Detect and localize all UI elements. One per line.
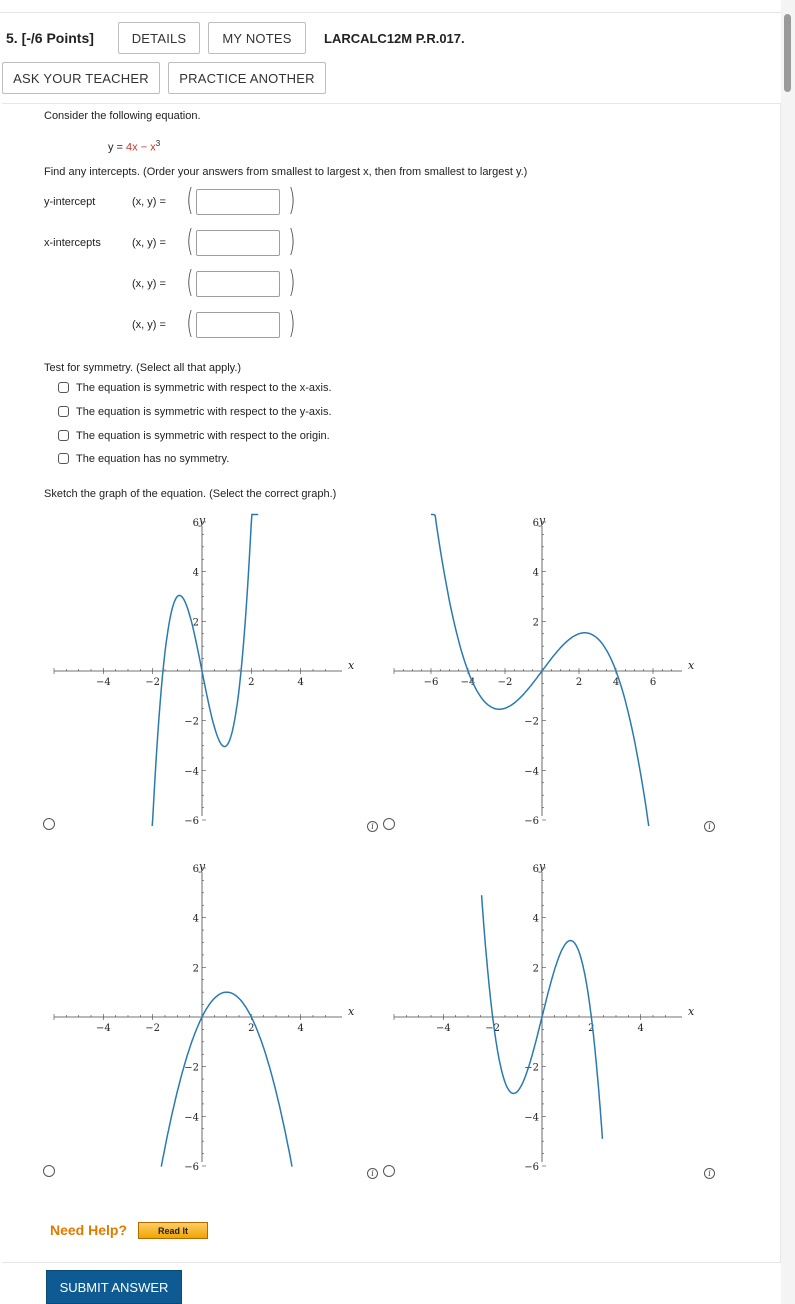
y-tick-label: 6 [532,864,539,875]
y-tick-label: 2 [532,963,539,975]
symmetry-checkbox-y-axis[interactable] [58,406,69,417]
find-intercepts-text: Find any intercepts. (Order your answers from smallest to largest x, then from smallest to largest y.) [44,166,528,178]
info-icon[interactable]: i [704,1168,715,1179]
x-tick-label: 2 [248,677,255,688]
y-tick-label: −2 [524,716,539,728]
x-axis-label: x [348,1005,355,1018]
question-number: 5. [-/6 Points] [6,30,94,46]
submit-answer-button[interactable]: SUBMIT ANSWER [46,1270,182,1304]
y-tick-label: 2 [192,963,199,975]
x-axis-label: x [688,1005,695,1018]
open-paren: ( [186,306,194,341]
x-tick-label: 4 [612,677,620,688]
x-axis-label: x [348,659,355,672]
my-notes-button[interactable]: MY NOTES [208,22,306,54]
x-intercept-input-3[interactable] [196,312,280,338]
symmetry-option-label: The equation has no symmetry. [76,453,230,465]
close-paren: ) [288,306,296,341]
graph-option-4 [382,852,702,1172]
x-tick-label: 2 [588,1023,595,1034]
need-help-label: Need Help? [50,1222,128,1238]
y-tick-label: −4 [524,766,539,778]
equation-lhs: y = [108,141,127,154]
y-axis-label: y [538,860,546,873]
y-tick-label: 4 [192,567,199,579]
xy-label: (x, y) = [132,196,166,208]
x-tick-label: 4 [297,677,304,688]
y-tick-label: −4 [524,1112,539,1124]
x-intercept-input-2[interactable] [196,271,280,297]
x-tick-label: 6 [649,677,657,688]
y-tick-label: −6 [524,816,539,826]
graph-svg [382,852,702,1172]
symmetry-checkbox-origin[interactable] [58,430,69,441]
x-tick-label: −4 [435,1023,451,1034]
x-tick-label: −2 [497,677,513,688]
graph-radio-4[interactable] [383,1165,395,1177]
symmetry-checkbox-x-axis[interactable] [58,382,69,393]
graph-option-2 [382,506,702,826]
y-axis-label: y [538,514,546,527]
y-intercept-input[interactable] [196,189,280,215]
equation-exponent: 3 [155,139,161,148]
y-axis-label: y [198,860,206,873]
x-tick-label: −2 [145,1023,161,1034]
graph-option-3 [42,852,362,1172]
x-tick-label: −6 [423,677,439,688]
graph-option-1 [42,506,362,826]
y-tick-label: 6 [192,864,199,875]
info-icon[interactable]: i [704,821,715,832]
question-code: LARCALC12M P.R.017. [324,31,465,46]
y-tick-label: −4 [184,766,199,778]
y-tick-label: −2 [184,716,199,728]
xy-label: (x, y) = [132,319,166,331]
close-paren: ) [288,224,296,259]
y-axis-label: y [198,514,206,527]
y-tick-label: −2 [524,1062,539,1074]
xy-label: (x, y) = [132,278,166,290]
open-paren: ( [186,183,194,218]
details-button[interactable]: DETAILS [118,22,200,54]
x-tick-label: 2 [575,677,583,688]
y-tick-label: 6 [192,518,199,529]
y-tick-label: −6 [184,1162,199,1172]
x-intercepts-label: x-intercepts [44,237,101,249]
curve-line [161,992,292,1166]
y-tick-label: 2 [532,617,539,629]
graph-radio-3[interactable] [43,1165,55,1177]
intro-text: Consider the following equation. [44,110,201,122]
scrollbar[interactable] [781,0,795,1304]
graph-svg [382,506,702,826]
symmetry-option-label: The equation is symmetric with respect to the origin. [76,430,330,442]
equation-rhs: 4x − x [126,141,156,154]
x-tick-label: −2 [145,677,161,688]
x-tick-label: −4 [95,677,111,688]
y-tick-label: 4 [532,567,539,579]
symmetry-checkbox-none[interactable] [58,453,69,464]
close-paren: ) [288,265,296,300]
xy-label: (x, y) = [132,237,166,249]
symmetry-option-label: The equation is symmetric with respect to the x-axis. [76,382,332,394]
y-intercept-label: y-intercept [44,196,96,208]
practice-another-button[interactable]: PRACTICE ANOTHER [168,62,326,94]
open-paren: ( [186,224,194,259]
y-tick-label: −6 [184,816,199,826]
x-intercept-input-1[interactable] [196,230,280,256]
x-tick-label: 4 [297,1023,304,1034]
symmetry-option-label: The equation is symmetric with respect to the y-axis. [76,406,332,418]
sketch-prompt: Sketch the graph of the equation. (Select the correct graph.) [44,488,337,500]
y-tick-label: 6 [532,518,539,529]
close-paren: ) [288,183,296,218]
x-tick-label: −4 [95,1023,111,1034]
info-icon[interactable]: i [367,821,378,832]
y-tick-label: 4 [192,913,199,925]
scrollbar-thumb[interactable] [784,14,791,92]
info-icon[interactable]: i [367,1168,378,1179]
graph-svg [42,506,362,826]
read-it-button[interactable]: Read It [138,1222,208,1239]
top-divider [0,12,786,13]
x-axis-label: x [688,659,695,672]
x-tick-label: −2 [485,1023,501,1034]
x-tick-label: 4 [637,1023,644,1034]
y-tick-label: −4 [184,1112,199,1124]
x-tick-label: −4 [460,677,476,688]
y-tick-label: −6 [524,1162,539,1172]
y-tick-label: 4 [532,913,539,925]
equation [108,139,160,154]
graph-radio-2[interactable] [383,818,395,830]
symmetry-prompt: Test for symmetry. (Select all that apply.) [44,362,242,374]
ask-teacher-button[interactable]: ASK YOUR TEACHER [2,62,160,94]
graph-svg [42,852,362,1172]
graph-radio-1[interactable] [43,818,55,830]
open-paren: ( [186,265,194,300]
x-tick-label: 2 [248,1023,255,1034]
y-tick-label: 2 [192,617,199,629]
y-tick-label: −2 [184,1062,199,1074]
